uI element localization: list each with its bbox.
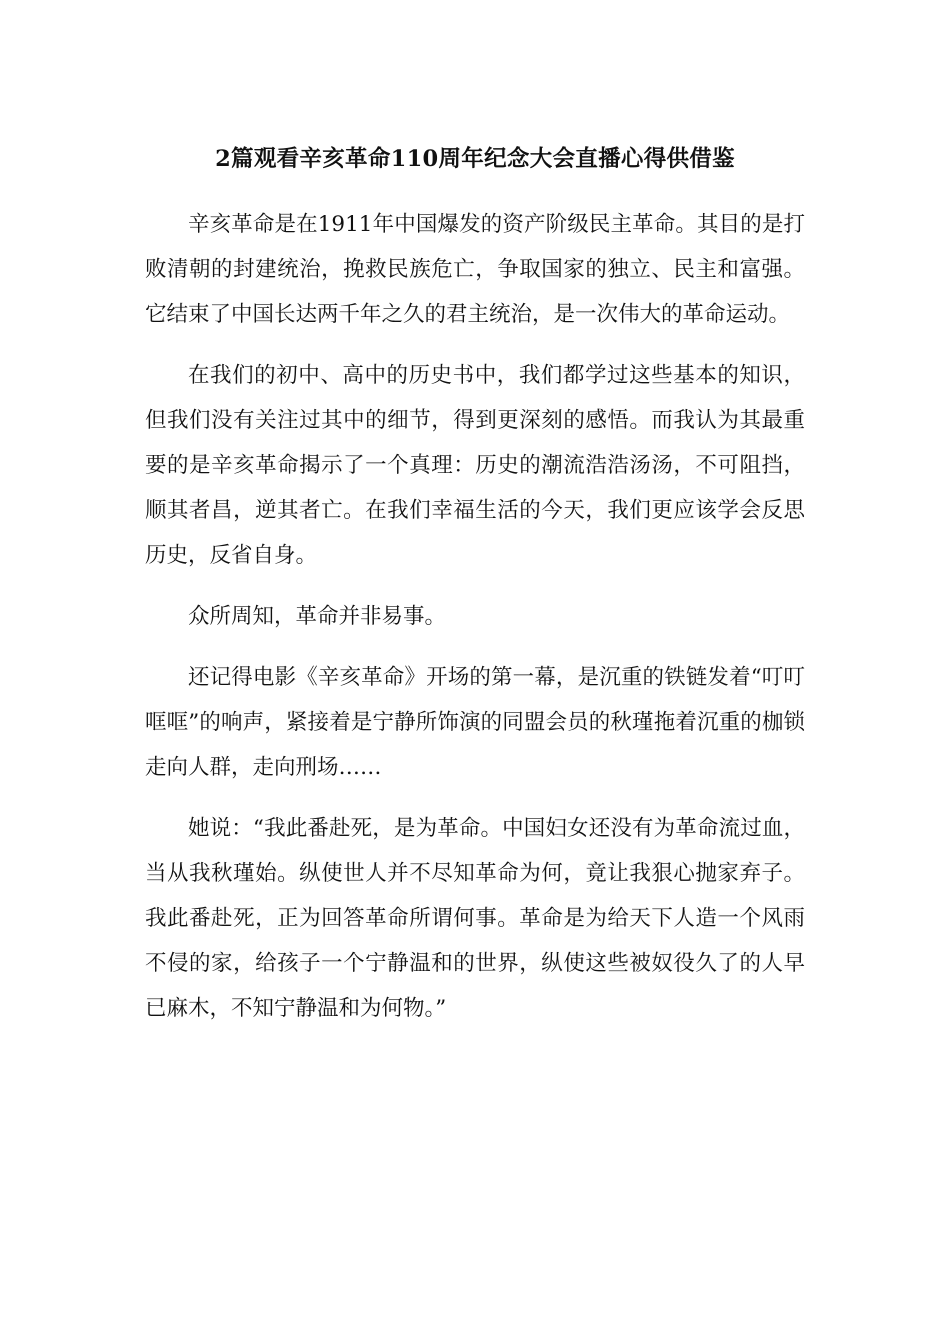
paragraph-5: 她说：“我此番赴死，是为革命。中国妇女还没有为革命流过血，当从我秋瑾始。纵使世人并不尽知革命为何，竟让我狠心抛家弃子。我此番赴死，正为回答革命所谓何事。革命是为给天下人造一个风雨不侵的家，给孩子一个宁静温和的世界，纵使这些被奴役久了的人早已麻木，不知宁静温和为何物。”: [145, 816, 805, 1021]
document-body: [145, 202, 805, 1047]
paragraph-3: 众所周知，革命并非易事。: [188, 604, 447, 629]
paragraph-4: 还记得电影《辛亥革命》开场的第一幕，是沉重的铁链发着“叮叮哐哐”的响声，紧接着是宁静所饰演的同盟会员的秋瑾拖着沉重的枷锁走向人群，走向刑场……: [145, 665, 805, 780]
paragraph-1: 辛亥革命是在1911年中国爆发的资产阶级民主革命。其目的是打败清朝的封建统治，挽救民族危亡，争取国家的独立、民主和富强。它结束了中国长达两千年之久的君主统治，是一次伟大的革命运动。: [145, 212, 805, 327]
document-title: 2篇观看辛亥革命110周年纪念大会直播心得供借鉴: [215, 146, 735, 172]
paragraph-2: 在我们的初中、高中的历史书中，我们都学过这些基本的知识，但我们没有关注过其中的细节，得到更深刻的感悟。而我认为其最重要的是辛亥革命揭示了一个真理：历史的潮流浩浩汤汤，不可阻挡，顺其者昌，逆其者亡。在我们幸福生活的今天，我们更应该学会反思历史，反省自身。: [145, 363, 805, 568]
